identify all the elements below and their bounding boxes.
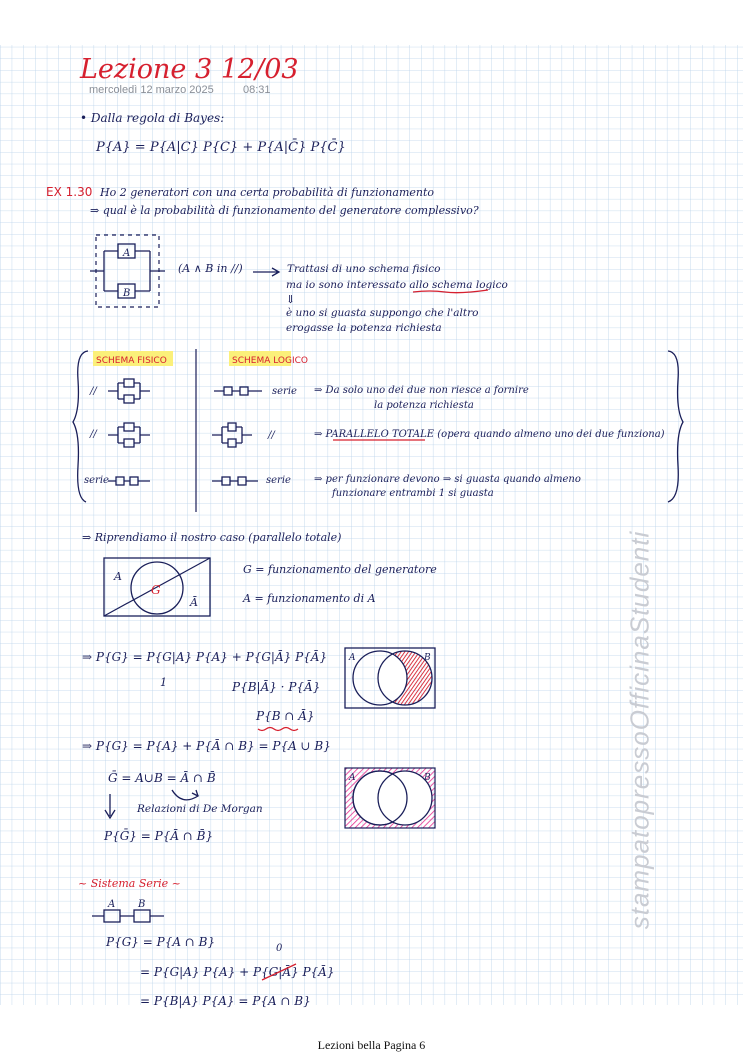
arrow-text-3: ⇓ [286, 293, 296, 306]
exercise-line-2: ⇒ qual è la probabilità di funzionamento del generatore complessivo? [90, 204, 479, 217]
venn2-label-a: A [349, 773, 356, 783]
arrow-text-4: è uno si guasta suppongo che l'altro [286, 307, 479, 319]
row1-logical-label: serie [272, 386, 297, 397]
arrow-text-5: erogasse la potenza richiesta [286, 322, 442, 334]
equation-1: ⇒ P{G} = P{G|A} P{A} + P{G|Ā} P{Ā} [82, 650, 328, 664]
series-zero: 0 [276, 943, 283, 954]
venn1-label-b: B [424, 653, 431, 663]
exercise-line-1: Ho 2 generatori con una certa probabilità di funzionamento [100, 186, 435, 199]
page-footer: Lezioni bella Pagina 6 [317, 1038, 426, 1052]
row3-note-2: funzionare entrambi 1 si guasta [332, 488, 494, 499]
bayes-intro: • Dalla regola di Bayes: [80, 111, 225, 125]
logical-schema-header: SCHEMA LOGICO [232, 356, 309, 366]
row1-note-1: ⇒ Da solo uno dei due non riesce a fornire [314, 385, 529, 396]
equation-4: P{Ḡ} = P{Ā ∩ B̄} [104, 829, 214, 843]
equation-1-c: P{B ∩ Ā} [256, 709, 315, 723]
venn-case-a: A [114, 570, 122, 583]
row2-physical-label: // [90, 429, 97, 440]
venn2-label-b: B [424, 773, 431, 783]
equation-3: Ḡ = A∪B = Ā ∩ B̄ [108, 771, 216, 785]
series-title: ~ Sistema Serie ~ [78, 877, 181, 890]
equation-1-one: 1 [160, 676, 167, 689]
equation-1-b: P{B|Ā} · P{Ā} [232, 680, 321, 694]
row3-note-1: ⇒ per funzionare devono ⇒ si guasta quando almeno [314, 474, 581, 485]
venn-case-g: G [151, 583, 161, 597]
bayes-formula: P{A} = P{A|C} P{C} + P{A|C̄} P{C̄} [96, 140, 346, 155]
row1-note-2: la potenza richiesta [374, 400, 474, 411]
row1-physical-label: // [90, 386, 97, 397]
note-date: mercoledì 12 marzo 2025 [89, 84, 214, 96]
watermark-text: stampatopressoOfficinaStudenti [624, 530, 655, 930]
definition-g: G = funzionamento del generatore [243, 563, 437, 576]
venn-complement-diagram [345, 768, 435, 828]
diagram-label-a: A [123, 248, 131, 259]
row2-note-1: ⇒ PARALLELO TOTALE (opera quando almeno uno dei due funziona) [314, 429, 665, 440]
row3-physical-label: serie [84, 475, 109, 486]
page-title: Lezione 3 12/03 [80, 54, 299, 85]
note-time: 08:31 [243, 84, 271, 96]
diagram-note: (A ∧ B in //) [178, 262, 243, 275]
diagram-label-b: B [123, 288, 131, 299]
venn1-label-a: A [349, 653, 356, 663]
exercise-label: EX 1.30 [46, 185, 93, 199]
physical-schema-header: SCHEMA FISICO [96, 356, 167, 366]
venn-case-abar: Ā [190, 596, 198, 609]
series-equation-1: P{G} = P{A ∩ B} [106, 935, 216, 949]
arrow-text-1: Trattasi di uno schema fisico [287, 263, 441, 275]
row2-logical-label: // [268, 430, 275, 441]
equation-2: ⇒ P{G} = P{A} + P{Ā ∩ B} = P{A ∪ B} [82, 739, 331, 753]
series-label-a: A [108, 899, 116, 910]
definition-a: A = funzionamento di A [243, 592, 376, 605]
arrow-text-2: ma io sono interessato allo schema logico [286, 279, 508, 291]
row3-logical-label: serie [266, 475, 291, 486]
series-equation-2: = P{G|A} P{A} + P{G|Ā} P{Ā} [140, 965, 335, 979]
series-label-b: B [138, 899, 146, 910]
case-heading: ⇒ Riprendiamo il nostro caso (parallelo totale) [82, 531, 342, 544]
de-morgan-note: Relazioni di De Morgan [137, 803, 263, 815]
series-equation-3: = P{B|A} P{A} = P{A ∩ B} [140, 994, 311, 1008]
